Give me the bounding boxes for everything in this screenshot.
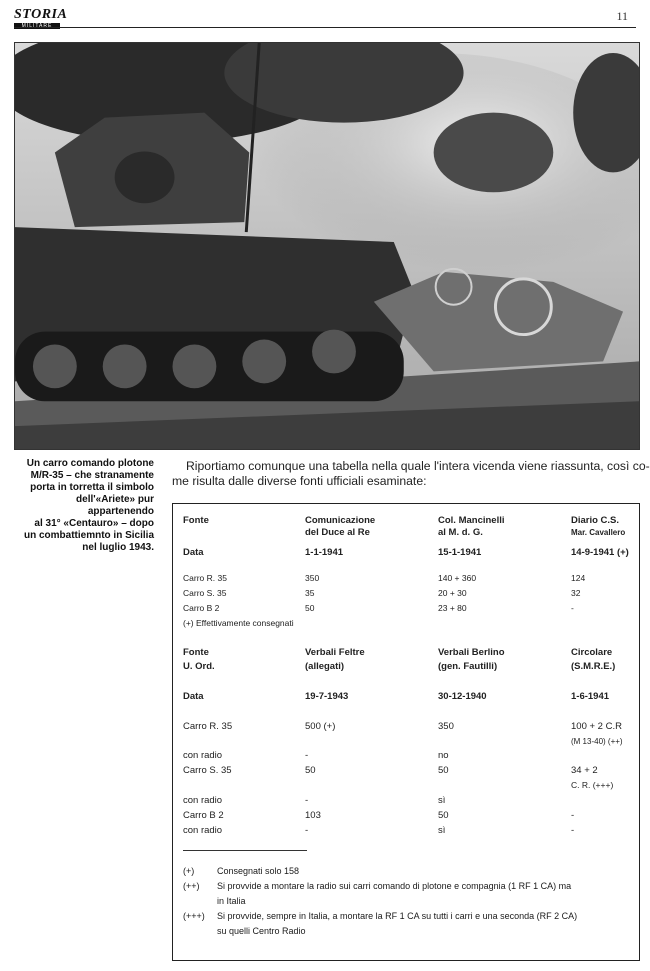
table1-cell: 32 [571, 588, 581, 598]
tank-photo [14, 42, 640, 450]
table2-row-label: con radio [183, 750, 223, 761]
caption-line: M/R-35 – che stranamente [30, 470, 154, 481]
caption-line: un combattiemnto in Sicilia [23, 530, 154, 541]
table2-data-value: 1-6-1941 [571, 691, 610, 702]
table2-cell: 50 [438, 810, 449, 821]
table2-cell: 34 + 2 [571, 765, 598, 776]
caption-line: dell'«Ariete» pur appartenendo [76, 494, 154, 517]
table1-row-label: Carro R. 35 [183, 573, 227, 583]
table2-cell: 103 [305, 810, 321, 821]
table2-cell: - [571, 810, 575, 821]
table1-head-col3: Col. Mancinelli [438, 515, 505, 526]
table2-head-col3: Verbali Berlino [438, 647, 505, 658]
note-mark: (++) [183, 881, 200, 891]
note-text: Consegnati solo 158 [217, 866, 300, 876]
table2-cell-extra: (M 13-40) (++) [571, 737, 623, 746]
caption-line: al 31° «Centauro» – dopo [34, 518, 154, 529]
table2-cell: sì [438, 795, 446, 806]
table2-cell: 100 + 2 C.R [571, 721, 622, 732]
table2-cell: - [571, 825, 575, 836]
table2-cell: 50 [305, 765, 316, 776]
table-notes [183, 864, 623, 939]
table2-head-fonte: Fonte [183, 647, 209, 658]
table1-cell: 20 + 30 [438, 588, 467, 598]
logo-subtitle: MILITARE [14, 23, 60, 29]
note-text: Si provvide, sempre in Italia, a montare la RF 1 CA su tutti i carri e una seconda (RF 2 CA) [217, 911, 578, 921]
table2-cell: 500 (+) [305, 721, 336, 732]
table1-cell: - [571, 603, 574, 613]
table1-cell: 140 + 360 [438, 573, 477, 583]
table2-row-label: Carro S. 35 [183, 765, 232, 776]
table1-cell: 50 [305, 603, 315, 613]
table2-row-label: Carro B 2 [183, 810, 224, 821]
table1-data-value: 1-1-1941 [305, 547, 344, 558]
table2-cell: - [305, 825, 309, 836]
table2-cell: - [305, 795, 309, 806]
table1-head-col4-b: Mar. Cavallero [571, 528, 626, 537]
table2-head-col2-b: (allegati) [305, 661, 345, 672]
note-text-cont: in Italia [217, 896, 246, 906]
table2-cell-extra: C. R. (+++) [571, 780, 614, 790]
table1-data-value: 14-9-1941 (+) [571, 547, 629, 558]
table1-row-label: Carro S. 35 [183, 588, 227, 598]
note-item [183, 864, 623, 879]
table1-head-col2-b: del Duce al Re [305, 527, 370, 538]
notes-separator [183, 850, 307, 851]
table2-row-label: Carro R. 35 [183, 721, 233, 732]
magazine-logo [14, 7, 68, 29]
note-text: Si provvide a montare la radio sui carri comando di plotone e compagnia (1 RF 1 CA) ma [217, 881, 572, 891]
table1-cell: 23 + 80 [438, 603, 467, 613]
intro-line: me risulta dalle diverse fonti ufficiali esaminate: [172, 474, 427, 488]
note-mark: (+++) [183, 911, 205, 921]
table1-data-value: 15-1-1941 [438, 547, 482, 558]
table1-head-col2: Comunicazione [305, 515, 376, 526]
table2-head-col3-b: (gen. Fautilli) [438, 661, 498, 672]
table1-data-label: Data [183, 547, 204, 558]
intro-paragraph [172, 459, 650, 489]
table2-cell: no [438, 750, 449, 761]
table2-data-label: Data [183, 691, 204, 702]
note-item [183, 879, 623, 909]
table1-row-label: Carro B 2 [183, 603, 220, 613]
header-rule [14, 27, 636, 28]
note-text-cont: su quelli Centro Radio [217, 926, 306, 936]
table2-row-label: con radio [183, 795, 223, 806]
note-mark: (+) [183, 866, 195, 876]
table2-cell: - [305, 750, 309, 761]
table1-head-col4: Diario C.S. [571, 515, 620, 526]
caption-line: nel luglio 1943. [82, 542, 154, 553]
table2-data-value: 19-7-1943 [305, 691, 349, 702]
table1-cell: 35 [305, 588, 315, 598]
photo-caption [14, 458, 154, 554]
table1-head-col3-b: al M. d. G. [438, 527, 483, 538]
note-item [183, 909, 623, 939]
table2-cell: sì [438, 825, 446, 836]
table1-head-fonte: Fonte [183, 515, 209, 526]
table2-row-label: con radio [183, 825, 223, 836]
table2-cell: 350 [438, 721, 454, 732]
table1-cell: 350 [305, 573, 320, 583]
caption-line: porta in torretta il simbolo [30, 482, 154, 493]
table1-footnote-text: (+) Effettivamente consegnati [183, 618, 294, 628]
table2-head-uord: U. Ord. [183, 661, 215, 672]
table2-cell: 50 [438, 765, 449, 776]
table2-head-col4-b: (S.M.R.E.) [571, 661, 616, 672]
logo-title: STORIA [14, 7, 68, 22]
caption-line: Un carro comando plotone [26, 458, 154, 469]
sources-table [172, 503, 640, 961]
table1-cell: 124 [571, 573, 586, 583]
table2-data-value: 30-12-1940 [438, 691, 487, 702]
page-number: 11 [616, 9, 628, 23]
intro-line: Riportiamo comunque una tabella nella quale l'intera vicenda viene riassunta, così co- [186, 459, 650, 473]
table2-head-col2: Verbali Feltre [305, 647, 365, 658]
table2-head-col4: Circolare [571, 647, 613, 658]
